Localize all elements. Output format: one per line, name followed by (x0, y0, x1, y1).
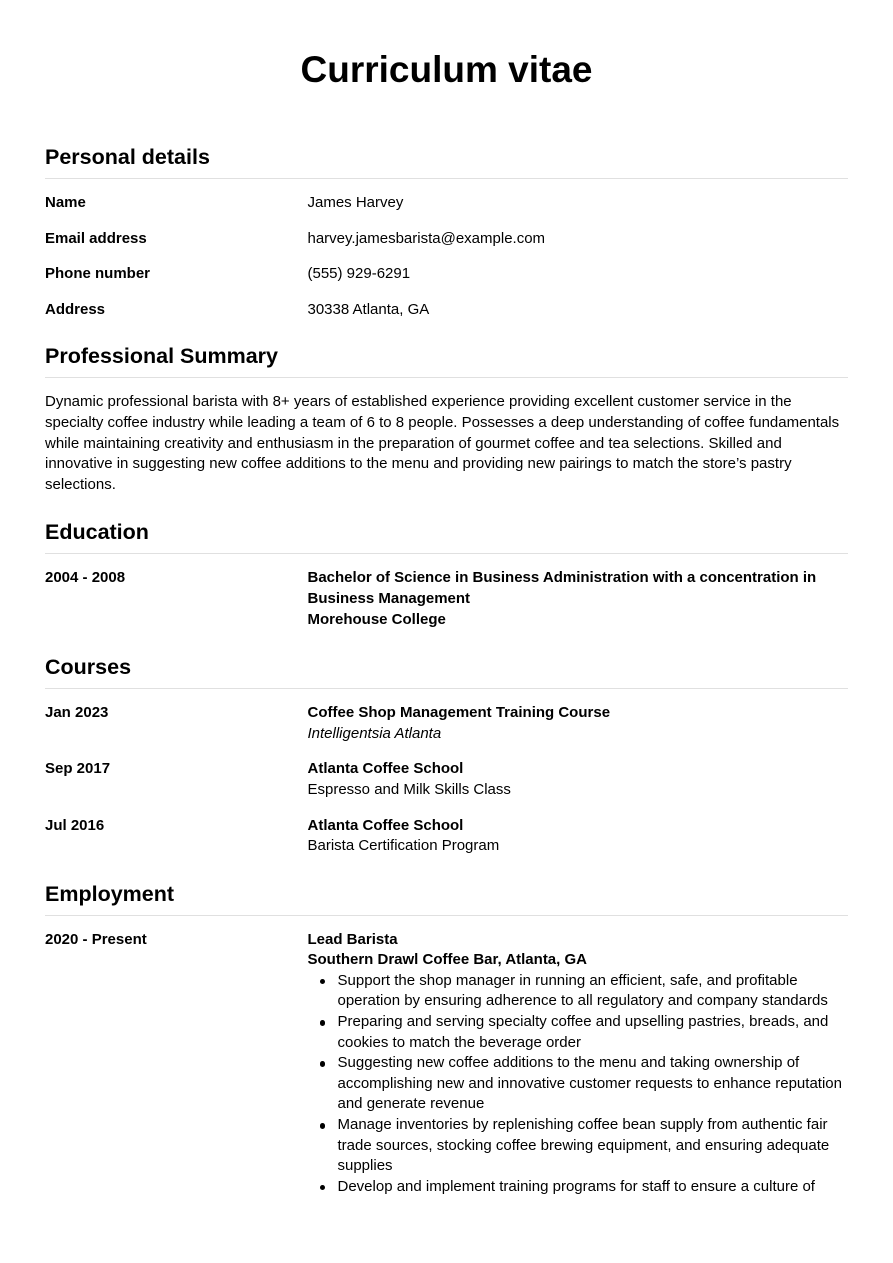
phone-value: (555) 929-6291 (307, 265, 411, 283)
course-details (308, 703, 849, 744)
course-detail: Espresso and Milk Skills Class (307, 780, 511, 798)
address-value: 30338 Atlanta, GA (307, 300, 430, 318)
education-details (308, 568, 849, 630)
course-date: Jul 2016 (45, 816, 105, 834)
section-heading: Professional Summary (45, 343, 848, 378)
course-entry (45, 759, 848, 800)
education-section (45, 519, 848, 630)
employment-section (45, 881, 848, 1198)
degree-title: Bachelor of Science in Business Administration with a concentration in Business Management (307, 569, 817, 607)
section-heading: Employment (45, 881, 848, 916)
education-entry (45, 568, 848, 630)
courses-section (45, 654, 848, 857)
professional-summary-section (45, 343, 848, 495)
address-label: Address (45, 300, 106, 318)
employment-list (45, 916, 848, 1198)
school-name: Morehouse College (307, 610, 446, 628)
employment-dates: 2020 - Present (45, 930, 147, 948)
personal-details-list (45, 179, 848, 320)
education-dates: 2004 - 2008 (45, 569, 126, 587)
employment-entry (45, 930, 848, 1198)
email-value: harvey.jamesbarista@example.com (307, 229, 546, 247)
personal-detail-row (45, 264, 848, 285)
name-value: James Harvey (307, 194, 404, 211)
course-title: Atlanta Coffee School (307, 816, 464, 834)
education-list (45, 554, 848, 630)
personal-detail-row (45, 300, 848, 321)
responsibility-item: Support the shop manager in running an efficient, safe, and profitable operation by ensuring adherence to all regulatory and company standards (308, 971, 849, 1012)
personal-detail-row (45, 193, 848, 214)
document-title: Curriculum vitae (300, 49, 593, 90)
summary-text: Dynamic professional barista with 8+ years of established experience providing excellent customer service in the specialty coffee industry while leading a team of 6 to 8 people. Possesses a deep understanding of coffee fundamentals while maintaining creativity and enthusiasm in the preparation of gourmet coffee and tea selections. Skilled and innovative in suggesting new coffee additions to the menu and providing new pairings to match the store’s pastry selections. (45, 393, 840, 493)
courses-list (45, 689, 848, 857)
responsibility-item: Suggesting new coffee additions to the menu and taking ownership of accomplishing new and innovative customer requests to enhance reputation and generate revenue (308, 1053, 849, 1115)
course-entry (45, 816, 848, 857)
responsibilities-list (308, 971, 849, 1198)
course-detail: Barista Certification Program (307, 837, 500, 855)
employment-details (308, 930, 849, 1198)
course-details (308, 759, 849, 800)
job-title: Lead Barista (307, 930, 398, 948)
employer-name: Southern Drawl Coffee Bar, Atlanta, GA (307, 951, 587, 969)
section-heading: Courses (45, 654, 848, 689)
email-label: Email address (45, 229, 147, 247)
personal-detail-row (45, 229, 848, 250)
course-details (308, 816, 849, 857)
course-provider: Intelligentsia Atlanta (307, 724, 442, 742)
personal-details-section (45, 144, 848, 320)
section-heading: Personal details (45, 144, 848, 179)
phone-label: Phone number (45, 265, 151, 283)
course-date: Sep 2017 (45, 760, 111, 778)
course-title: Coffee Shop Management Training Course (307, 704, 611, 722)
course-date: Jan 2023 (45, 704, 109, 722)
responsibility-item: Develop and implement training programs for staff to ensure a culture of (308, 1177, 849, 1198)
course-title: Atlanta Coffee School (307, 760, 464, 778)
responsibility-item: Preparing and serving specialty coffee and upselling pastries, breads, and cookies to match the beverage order (308, 1012, 849, 1053)
responsibility-item: Manage inventories by replenishing coffee bean supply from authentic fair trade sources, stocking coffee brewing equipment, and ensuring adequate supplies (308, 1115, 849, 1177)
name-label: Name (45, 194, 86, 211)
course-entry (45, 703, 848, 744)
section-heading: Education (45, 519, 848, 554)
